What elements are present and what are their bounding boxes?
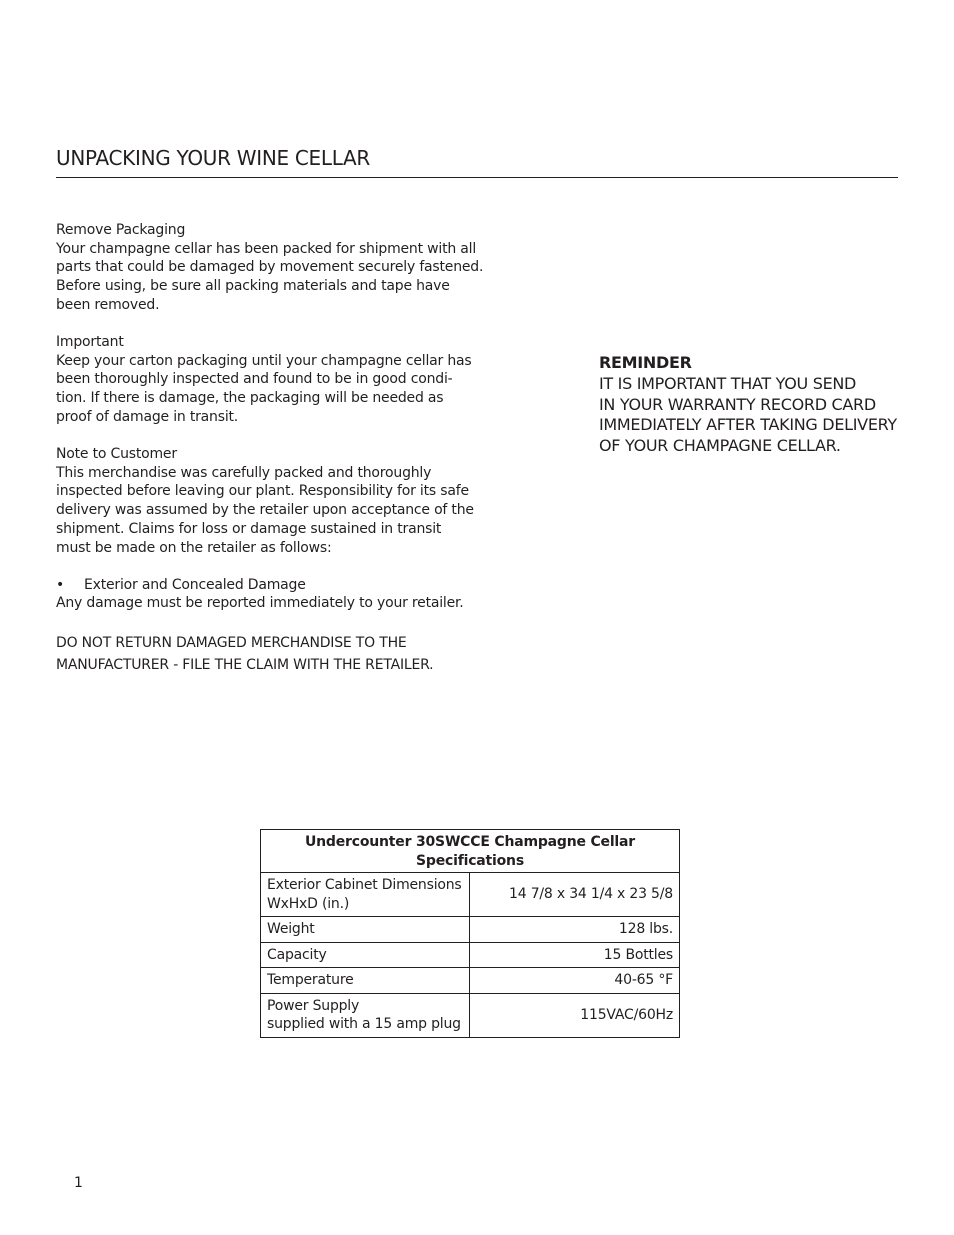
note-line: must be made on the retailer as follows: xyxy=(56,539,332,556)
note-line: This merchandise was carefully packed and thoroughly xyxy=(56,464,432,481)
important-line: been thoroughly inspected and found to be in good condi- xyxy=(56,371,453,388)
spec-label: Capacity xyxy=(261,942,470,968)
reminder-line: IMMEDIATELY AFTER TAKING DELIVERY xyxy=(599,415,897,435)
note-to-customer-heading: Note to Customer xyxy=(56,446,177,463)
remove-packaging-heading: Remove Packaging xyxy=(56,222,186,238)
reminder-title: REMINDER xyxy=(599,353,692,372)
note-line: shipment. Claims for loss or damage sustained in transit xyxy=(56,520,442,537)
table-row xyxy=(261,942,680,968)
table-row xyxy=(261,968,680,994)
warning-line: DO NOT RETURN DAMAGED MERCHANDISE TO THE xyxy=(56,634,407,651)
spec-value: 14 7/8 x 34 1/4 x 23 5/8 xyxy=(470,873,680,917)
spec-value: 15 Bottles xyxy=(470,942,680,968)
page-title: UNPACKING YOUR WINE CELLAR xyxy=(56,146,371,170)
bullet-detail: Any damage must be reported immediately to your retailer. xyxy=(56,595,464,612)
remove-packaging-line: been removed. xyxy=(56,296,160,313)
reminder-line: IN YOUR WARRANTY RECORD CARD xyxy=(599,394,876,414)
spec-label: Temperature xyxy=(261,968,470,994)
reminder-line: IT IS IMPORTANT THAT YOU SEND xyxy=(599,373,857,393)
spec-label: Weight xyxy=(261,917,470,943)
specifications-table xyxy=(260,829,680,1038)
remove-packaging-line: Your champagne cellar has been packed for shipment with all xyxy=(56,240,477,257)
spec-label: Power Supply supplied with a 15 amp plug xyxy=(261,993,470,1037)
title-divider xyxy=(56,177,898,178)
table-header-row xyxy=(261,830,680,873)
unpacking-instructions xyxy=(56,221,486,676)
bullet-text: Exterior and Concealed Damage xyxy=(84,576,306,593)
table-row xyxy=(261,873,680,917)
warning-line: MANUFACTURER - FILE THE CLAIM WITH THE RETAILER. xyxy=(56,656,434,673)
note-line: delivery was assumed by the retailer upon acceptance of the xyxy=(56,502,474,519)
important-line: Keep your carton packaging until your champagne cellar has xyxy=(56,352,472,369)
reminder-line: OF YOUR CHAMPAGNE CELLAR. xyxy=(599,436,841,456)
note-line: inspected before leaving our plant. Responsibility for its safe xyxy=(56,483,469,500)
important-line: proof of damage in transit. xyxy=(56,408,239,425)
spec-value: 115VAC/60Hz xyxy=(470,993,680,1037)
bullet-item xyxy=(56,576,486,595)
spec-value: 40-65 °F xyxy=(470,968,680,994)
spec-value: 128 lbs. xyxy=(470,917,680,943)
table-row xyxy=(261,993,680,1037)
bullet-icon: • xyxy=(56,576,65,593)
reminder-box xyxy=(599,353,909,457)
page-number: 1 xyxy=(74,1175,83,1191)
important-line: tion. If there is damage, the packaging will be needed as xyxy=(56,390,444,407)
table-header: Undercounter 30SWCCE Champagne Cellar Specifications xyxy=(261,830,680,873)
remove-packaging-line: parts that could be damaged by movement securely fastened. xyxy=(56,259,484,276)
spec-label: Exterior Cabinet Dimensions WxHxD (in.) xyxy=(261,873,470,917)
important-heading: Important xyxy=(56,334,124,351)
table-row xyxy=(261,917,680,943)
remove-packaging-line: Before using, be sure all packing materials and tape have xyxy=(56,278,450,295)
